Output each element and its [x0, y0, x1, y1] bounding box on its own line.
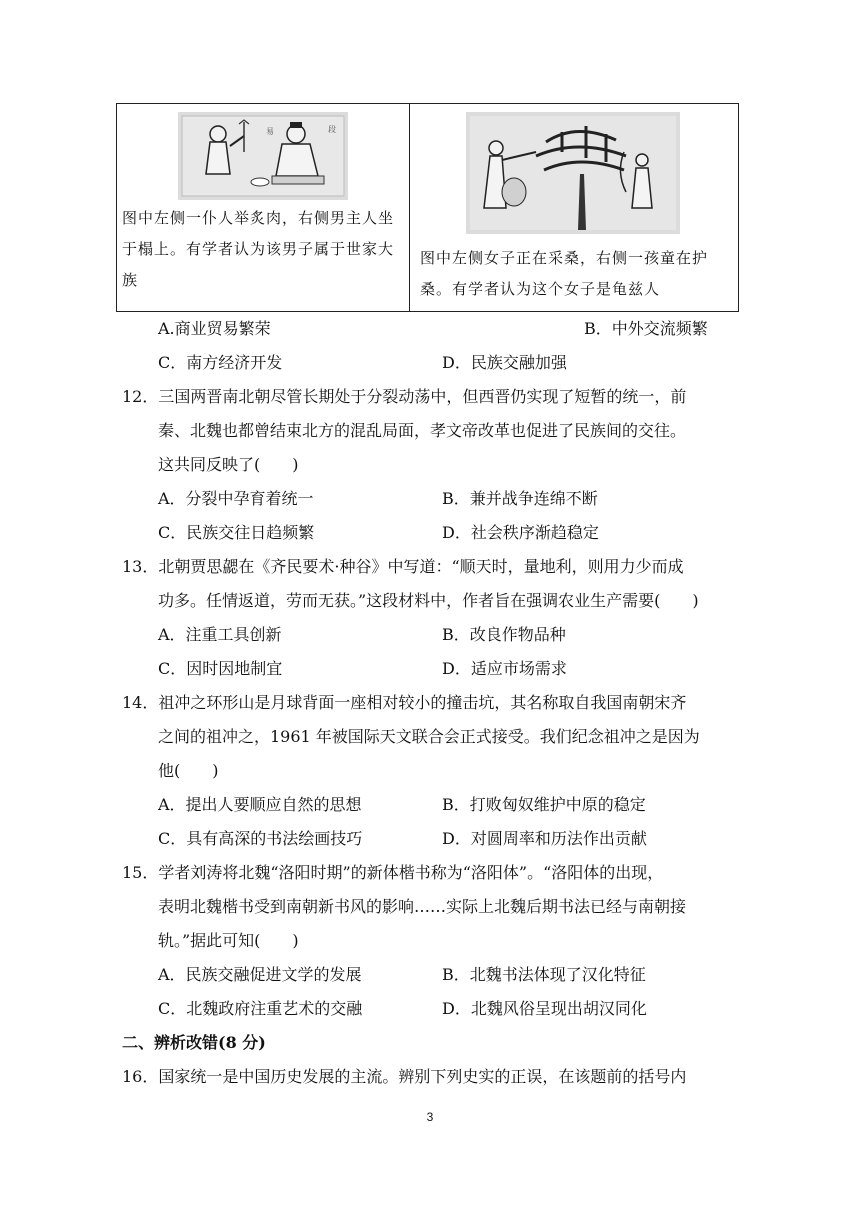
- q14-option-a: A．提出人要顺应自然的思想: [158, 795, 362, 814]
- banquet-painting-image: [178, 112, 348, 200]
- q11-option-d: D．民族交融加强: [442, 353, 567, 372]
- q13-option-d: D．适应市场需求: [442, 659, 567, 678]
- q14-option-b: B．打败匈奴维护中原的稳定: [442, 795, 646, 814]
- svg-text:易: 易: [266, 127, 274, 136]
- q15-option-a: A．民族交融促进文学的发展: [158, 965, 362, 984]
- figure-caption-right: 图中左侧女子正在采桑，右侧一孩童在护桑。有学者认为这个女子是龟兹人: [420, 249, 709, 298]
- mulberry-painting-image: [466, 112, 680, 234]
- q12-option-b: B．兼并战争连绵不断: [442, 489, 598, 508]
- q13-line-2: 功多。任情返道，劳而无获。”这段材料中，作者旨在强调农业生产需要( ): [158, 591, 699, 610]
- q12-option-d: D．社会秩序渐趋稳定: [442, 523, 599, 542]
- figure-caption-left: 图中左侧一仆人举炙肉，右侧男主人坐于榻上。有学者认为该男子属于世家大族: [122, 209, 395, 289]
- q15-line-3: 轨。”据此可知( ): [158, 931, 299, 950]
- q11-option-c: C．南方经济开发: [158, 353, 283, 372]
- q11-option-a: A.商业贸易繁荣: [158, 319, 271, 338]
- q15-option-d: D．北魏风俗呈现出胡汉同化: [442, 999, 647, 1018]
- q15-line-2: 表明北魏楷书受到南朝新书风的影响……实际上北魏后期书法已经与南朝接: [158, 897, 687, 916]
- page-number: 3: [426, 1110, 434, 1124]
- q16-line-1: 16．国家统一是中国历史发展的主流。辨别下列史实的正误，在该题前的括号内: [122, 1067, 687, 1086]
- q13-option-a: A．注重工具创新: [158, 625, 282, 644]
- q11-option-b: B．中外交流频繁: [584, 319, 708, 338]
- q13-line-1: 13．北朝贾思勰在《齐民要术·种谷》中写道：“顺天时，量地利，则用力少而成: [122, 557, 684, 576]
- q12-option-a: A．分裂中孕育着统一: [158, 489, 314, 508]
- table-divider: [409, 103, 410, 312]
- q14-option-d: D．对圆周率和历法作出贡献: [442, 829, 647, 848]
- q14-line-3: 他( ): [158, 761, 219, 780]
- section-heading: 二、辨析改错(8 分): [122, 1033, 266, 1052]
- q14-option-c: C．具有高深的书法绘画技巧: [158, 829, 363, 848]
- q12-line-2: 秦、北魏也都曾结束北方的混乱局面，孝文帝改革也促进了民族间的交往。: [158, 421, 687, 440]
- q12-line-1: 12．三国两晋南北朝尽管长期处于分裂动荡中，但西晋仍实现了短暂的统一，前: [122, 387, 687, 406]
- q12-line-3: 这共同反映了( ): [158, 455, 299, 474]
- q12-option-c: C．民族交往日趋频繁: [158, 523, 315, 542]
- q15-line-1: 15．学者刘涛将北魏“洛阳时期”的新体楷书称为“洛阳体”。“洛阳体的出现，: [122, 863, 664, 882]
- q13-option-c: C．因时因地制宜: [158, 659, 283, 678]
- svg-text:段: 段: [328, 125, 336, 134]
- q15-option-b: B．北魏书法体现了汉化特征: [442, 965, 646, 984]
- q14-line-1: 14．祖冲之环形山是月球背面一座相对较小的撞击坑，其名称取自我国南朝宋齐: [122, 693, 687, 712]
- q15-option-c: C．北魏政府注重艺术的交融: [158, 999, 363, 1018]
- q13-option-b: B．改良作物品种: [442, 625, 566, 644]
- q14-line-2: 之间的祖冲之，1961 年被国际天文联合会正式接受。我们纪念祖冲之是因为: [158, 727, 700, 746]
